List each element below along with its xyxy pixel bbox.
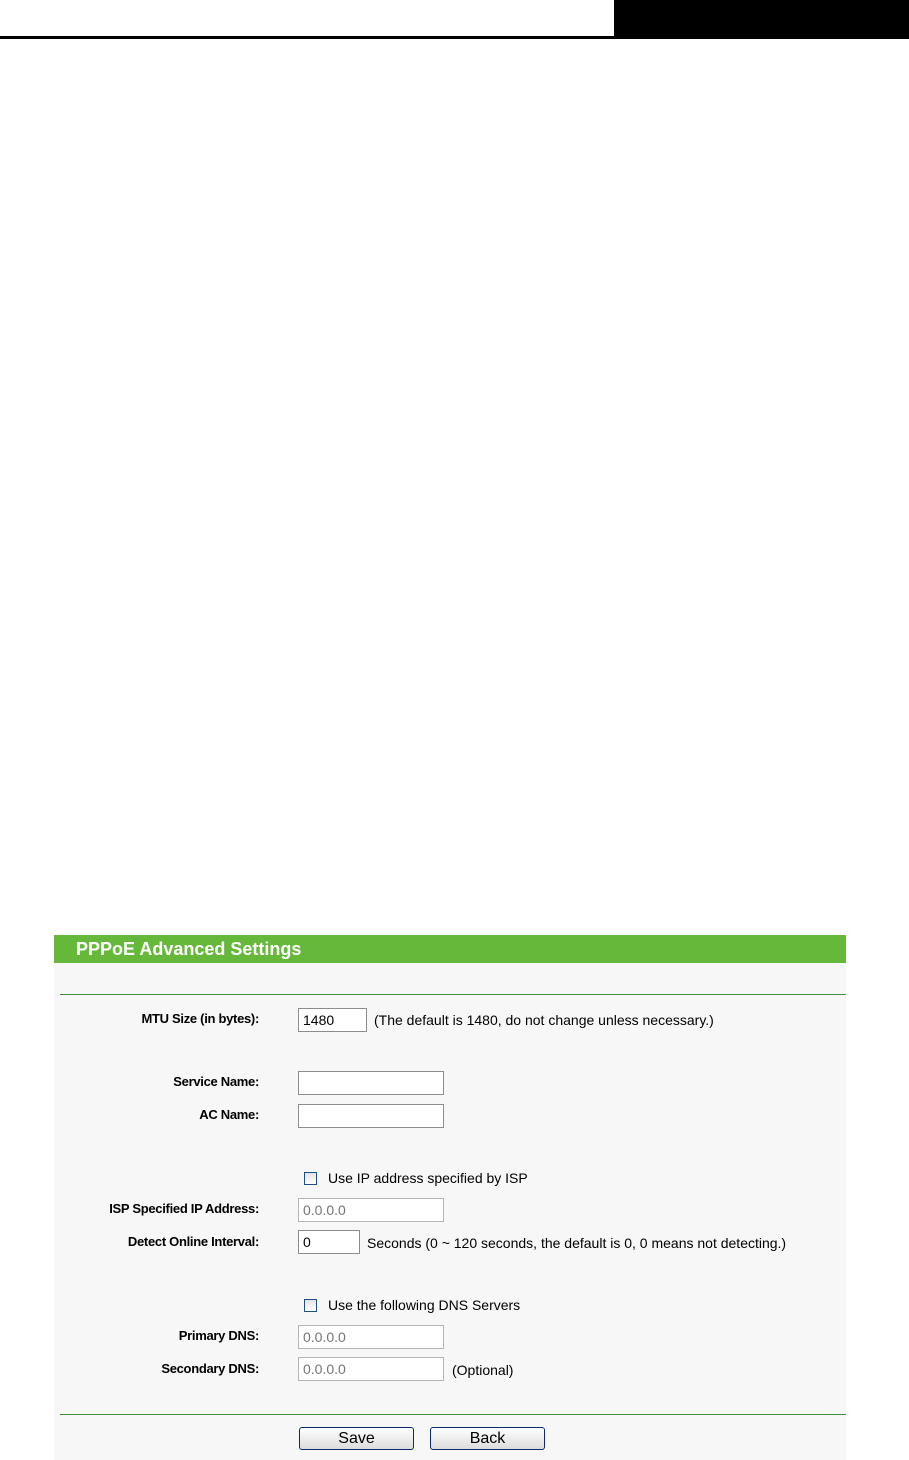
service-name-label: Service Name: bbox=[173, 1074, 259, 1089]
use-dns-label: Use the following DNS Servers bbox=[328, 1297, 521, 1313]
back-button[interactable]: Back bbox=[430, 1427, 545, 1450]
detect-interval-label: Detect Online Interval: bbox=[127, 1234, 259, 1249]
secondary-dns-label: Secondary DNS: bbox=[161, 1361, 259, 1376]
primary-dns-label: Primary DNS: bbox=[178, 1328, 259, 1343]
secondary-dns-note: (Optional) bbox=[452, 1362, 514, 1378]
bottom-separator bbox=[60, 1414, 846, 1415]
use-isp-ip-row[interactable] bbox=[304, 1170, 528, 1186]
use-dns-checkbox[interactable] bbox=[304, 1299, 317, 1312]
use-isp-ip-label: Use IP address specified by ISP bbox=[328, 1170, 528, 1186]
mtu-note: (The default is 1480, do not change unless necessary.) bbox=[374, 1012, 714, 1028]
detect-interval-input[interactable] bbox=[298, 1230, 360, 1254]
mtu-input[interactable] bbox=[298, 1008, 367, 1032]
isp-ip-label: ISP Specified IP Address: bbox=[109, 1201, 259, 1216]
detect-interval-note: Seconds (0 ~ 120 seconds, the default is 0, 0 means not detecting.) bbox=[367, 1235, 787, 1251]
save-button[interactable]: Save bbox=[299, 1427, 414, 1450]
panel-title: PPPoE Advanced Settings bbox=[54, 935, 846, 963]
primary-dns-input[interactable] bbox=[298, 1325, 444, 1349]
secondary-dns-input[interactable] bbox=[298, 1357, 444, 1381]
use-dns-row[interactable] bbox=[304, 1297, 520, 1313]
pppoe-advanced-panel bbox=[54, 935, 846, 1460]
isp-ip-input[interactable] bbox=[298, 1198, 444, 1222]
top-separator bbox=[60, 994, 846, 995]
use-isp-ip-checkbox[interactable] bbox=[304, 1172, 317, 1185]
ac-name-input[interactable] bbox=[298, 1104, 444, 1128]
mtu-label: MTU Size (in bytes): bbox=[141, 1011, 259, 1026]
document-header-tab bbox=[614, 0, 909, 38]
service-name-input[interactable] bbox=[298, 1071, 444, 1095]
ac-name-label: AC Name: bbox=[199, 1107, 259, 1122]
